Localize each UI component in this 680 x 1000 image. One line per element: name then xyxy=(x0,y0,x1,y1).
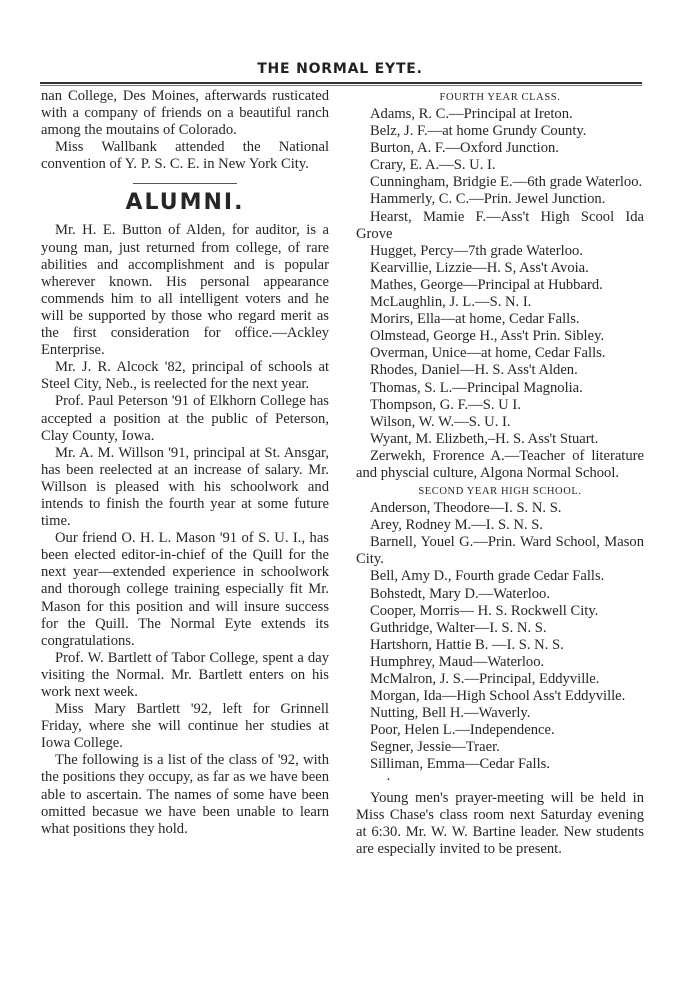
list-item: Crary, E. A.—S. U. I. xyxy=(370,157,496,174)
list-item: Arey, Rodney M.—I. S. N. S. xyxy=(370,517,543,534)
list-item: Hearst, Mamie F.—Ass't High Scool Ida Grove xyxy=(356,208,644,242)
paragraph: Prof. W. Bartlett of Tabor College, spent a day visiting the Normal. Mr. Bartlett enters on his work next week. xyxy=(41,649,329,700)
list-item: Wilson, W. W.—S. U. I. xyxy=(370,413,511,430)
list-item: Barnell, Youel G.—Prin. Ward School, Mason City. xyxy=(356,534,644,568)
list-item: Burton, A. F.—Oxford Junction. xyxy=(370,140,559,157)
section-divider xyxy=(133,183,237,184)
alumni-paragraphs xyxy=(41,222,329,837)
closing-paragraph: Young men's prayer-meeting will be held in Miss Chase's class room next Saturday evening at 6:30. Mr. W. W. Bartine leader. New students are especially invited to be present. xyxy=(356,789,644,857)
list-item: Overman, Unice—at home, Cedar Falls. xyxy=(370,345,606,362)
list-item: Cooper, Morris— H. S. Rockwell City. xyxy=(370,602,599,619)
right-column xyxy=(356,88,644,858)
fourth-year-list xyxy=(356,106,644,482)
paragraph: Miss Wallbank attended the National convention of Y. P. S. C. E. in New York City. xyxy=(41,139,329,173)
list-item: Hammerly, C. C.—Prin. Jewel Junction. xyxy=(370,191,606,208)
header-rule xyxy=(40,82,642,86)
fourth-year-heading: FOURTH YEAR CLASS. xyxy=(439,92,561,103)
list-item: Bohstedt, Mary D.—Waterloo. xyxy=(370,585,550,602)
list-item: Cunningham, Bridgie E.—6th grade Waterloo. xyxy=(370,174,643,191)
list-item: Segner, Jessie—Traer. xyxy=(370,739,500,756)
list-item: McMalron, J. S.—Principal, Eddyville. xyxy=(370,671,600,687)
paragraph: Mr. J. R. Alcock '82, principal of schools at Steel City, Neb., is reelected for the next year. xyxy=(41,359,329,393)
list-item: Morgan, Ida—High School Ass't Eddyville. xyxy=(370,688,626,705)
paragraph: Miss Mary Bartlett '92, left for Grinnell Friday, where she will continue her studies at Iowa College. xyxy=(41,701,329,752)
section-title: ALUMNI. xyxy=(125,190,245,216)
separator-dot: · xyxy=(386,771,391,788)
list-item: Olmstead, George H., Ass't Prin. Sibley. xyxy=(370,328,605,345)
list-item: Thomas, S. L.—Principal Magnolia. xyxy=(370,379,583,396)
list-item: McLaughlin, J. L.—S. N. I. xyxy=(370,294,532,311)
list-item: Silliman, Emma—Cedar Falls. xyxy=(370,756,550,773)
left-column xyxy=(41,88,329,838)
paragraph: The following is a list of the class of '92, with the positions they occupy, as far as we have been able to ascertain. The names of some have been omitted becasue we have been unable to learn what positions they hold. xyxy=(41,752,329,837)
list-item: Hugget, Percy—7th grade Waterloo. xyxy=(370,242,583,259)
list-item: Wyant, M. Elizbeth,–H. S. Ass't Stuart. xyxy=(370,430,599,447)
paragraph: nan College, Des Moines, afterwards rusticated with a company of friends on a beautiful ranch among the moutains of Colorado. xyxy=(41,88,329,139)
list-item: Guthridge, Walter—I. S. N. S. xyxy=(370,619,547,636)
running-header: THE NORMAL EYTE. xyxy=(257,61,423,77)
paragraph: Prof. Paul Peterson '91 of Elkhorn College has accepted a position at the public of Peterson, Clay County, Iowa. xyxy=(41,393,329,444)
second-year-heading: SECOND YEAR HIGH SCHOOL. xyxy=(418,486,582,498)
list-item: Nutting, Bell H.—Waverly. xyxy=(370,705,531,722)
paragraph: Mr. A. M. Willson '91, principal at St. Ansgar, has been reelected at an increase of salary. Mr. Willson is pleased with his schoolwork and intends to finish the fourth year at some future time. xyxy=(41,444,329,530)
paragraph: Mr. H. E. Button of Alden, for auditor, is a young man, just returned from college, of rare abilities and accomplishment and is popular wherever known. His personal appearance commends him to all intelligent voters and he will be supported by those who regard merit as the first consideration for office.—Ackley Enterprise. xyxy=(41,222,329,359)
second-year-list xyxy=(356,500,644,774)
list-item: Adams, R. C.—Principal at Ireton. xyxy=(370,106,573,122)
list-item: Thompson, G. F.—S. U I. xyxy=(370,396,521,413)
list-item: Belz, J. F.—at home Grundy County. xyxy=(370,123,587,140)
list-item: Rhodes, Daniel—H. S. Ass't Alden. xyxy=(370,362,578,379)
list-item: Mathes, George—Principal at Hubbard. xyxy=(370,276,603,293)
list-item: Kearvillie, Lizzie—H. S, Ass't Avoia. xyxy=(370,259,589,276)
list-item: Bell, Amy D., Fourth grade Cedar Falls. xyxy=(370,568,605,585)
list-item: Morirs, Ella—at home, Cedar Falls. xyxy=(370,311,580,328)
paragraph: Our friend O. H. L. Mason '91 of S. U. I., has been elected editor-in-chief of the Quill for the next year—extended experience in schoolwork and thorough college training especially fit Mr. Mason for this position and will insure success for the Quill. The Normal Eyte extends its congratulations. xyxy=(41,530,329,649)
list-item: Anderson, Theodore—I. S. N. S. xyxy=(370,500,562,517)
list-item: Humphrey, Maud—Waterloo. xyxy=(370,653,545,670)
list-item: Poor, Helen L.—Independence. xyxy=(370,722,555,739)
list-item: Zerwekh, Frorence A.—Teacher of literature and physcial culture, Algona Normal School. xyxy=(356,447,644,481)
list-item: Hartshorn, Hattie B. —I. S. N. S. xyxy=(370,636,564,653)
